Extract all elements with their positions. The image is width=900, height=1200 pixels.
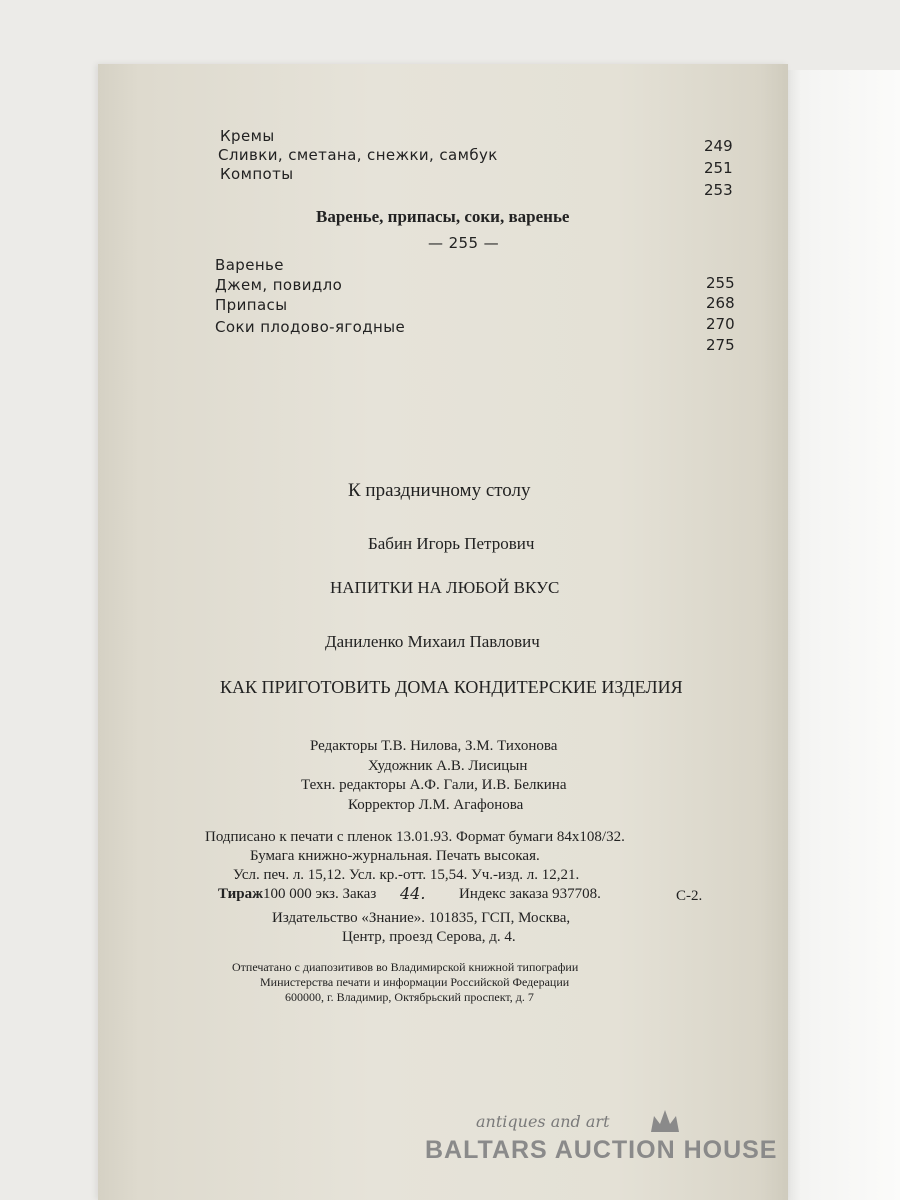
title-konditerskie: КАК ПРИГОТОВИТЬ ДОМА КОНДИТЕРСКИЕ ИЗДЕЛИЯ xyxy=(220,677,683,697)
publisher-line2: Центр, проезд Серова, д. 4. xyxy=(342,929,516,945)
toc-page-249: 249 xyxy=(704,137,733,155)
credit-editors: Редакторы Т.В. Нилова, З.М. Тихонова xyxy=(310,738,558,754)
section-page-number: — 255 — xyxy=(428,234,499,252)
toc-item-slivki: Сливки, сметана, снежки, самбук xyxy=(218,146,498,164)
author-danilenko: Даниленко Михаил Павлович xyxy=(325,632,540,651)
toc-page-270: 270 xyxy=(706,315,735,333)
credit-proofreader: Корректор Л.М. Агафонова xyxy=(348,797,524,813)
printer-line1: Отпечатано с диапозитивов во Владимирской книжной типографии xyxy=(232,960,579,974)
toc-item-pripasy: Припасы xyxy=(215,296,288,314)
toc-page-255: 255 xyxy=(706,274,735,292)
order-index: Индекс заказа 937708. xyxy=(459,886,601,902)
tirazh-label: Тираж xyxy=(218,886,263,902)
printer-line3: 600000, г. Владимир, Октябрьский проспект, д. 7 xyxy=(285,990,534,1004)
publisher-line1: Издательство «Знание». 101835, ГСП, Москва, xyxy=(272,910,571,926)
watermark-tagline: antiques and art xyxy=(476,1112,610,1131)
toc-item-varenye: Варенье xyxy=(215,256,284,274)
crown-icon xyxy=(648,1106,682,1136)
author-babin: Бабин Игорь Петрович xyxy=(368,534,535,553)
imprint-line1: Подписано к печати с пленок 13.01.93. Формат бумаги 84х108/32. xyxy=(205,829,625,845)
toc-page-251: 251 xyxy=(704,159,733,177)
imprint-line3: Усл. печ. л. 15,12. Усл. кр.-отт. 15,54. Уч.-изд. л. 12,21. xyxy=(233,867,580,883)
toc-item-soki: Соки плодово-ягодные xyxy=(215,318,406,336)
series-code: С-2. xyxy=(676,888,703,904)
credit-tech-editors: Техн. редакторы А.Ф. Гали, И.В. Белкина xyxy=(301,777,567,793)
section-title: Варенье, припасы, соки, варенье xyxy=(316,207,570,226)
toc-item-kompoty: Компоты xyxy=(220,165,294,183)
toc-page-253: 253 xyxy=(704,181,733,199)
order-number: 44. xyxy=(400,884,426,903)
imprint-line2: Бумага книжно-журнальная. Печать высокая. xyxy=(250,848,540,864)
title-napitki: НАПИТКИ НА ЛЮБОЙ ВКУС xyxy=(330,578,560,597)
toc-item-dzhem: Джем, повидло xyxy=(215,276,343,294)
watermark-brand: BALTARS AUCTION HOUSE xyxy=(425,1136,778,1164)
toc-page-268: 268 xyxy=(706,294,735,312)
tirazh-rest: 100 000 экз. Заказ xyxy=(263,886,377,902)
toc-page-275: 275 xyxy=(706,336,735,354)
series-title: К праздничному столу xyxy=(348,480,531,501)
credit-artist: Художник А.В. Лисицын xyxy=(368,758,528,774)
printer-line2: Министерства печати и информации Российской Федерации xyxy=(260,975,570,989)
toc-item-kremy: Кремы xyxy=(220,127,275,145)
